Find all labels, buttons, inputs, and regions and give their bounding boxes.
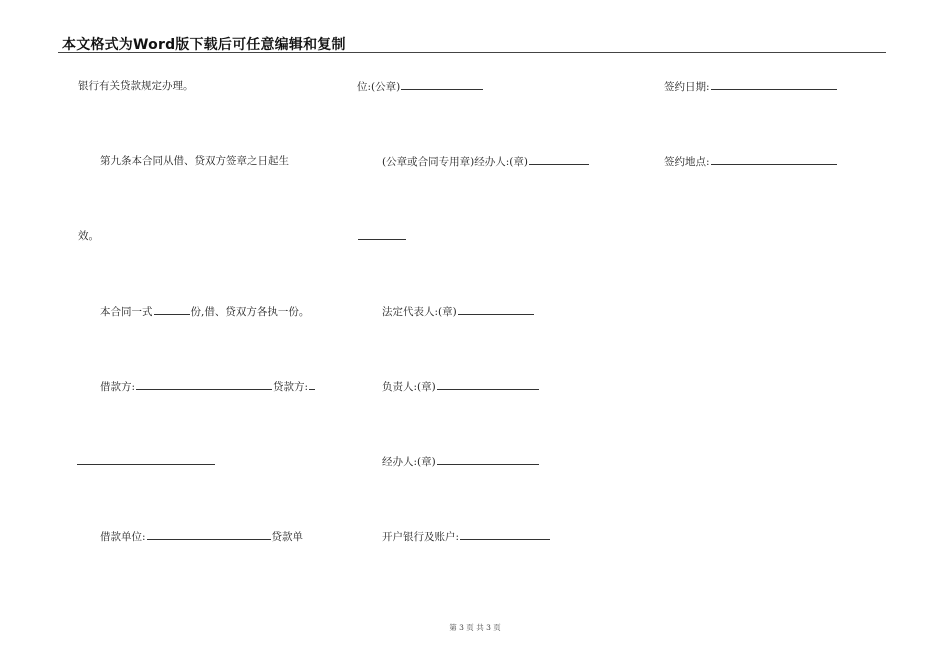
lender-blank-continued — [77, 454, 215, 465]
handler-blank — [437, 454, 539, 465]
right-line-2 — [664, 154, 838, 169]
borrower-blank — [136, 379, 272, 390]
signing-place-label: 签约地点: — [664, 156, 710, 168]
contract-seal-agent-label: (公章或合同专用章)经办人:(章) — [382, 156, 528, 168]
left-line-1-text: 银行有关贷款规定办理。 — [78, 80, 194, 92]
lender-unit-seal-blank — [401, 79, 483, 90]
left-line-5 — [100, 379, 316, 394]
responsible-person-blank — [437, 379, 539, 390]
legal-rep-blank — [458, 304, 534, 315]
middle-line-4 — [382, 304, 535, 319]
left-line-2-text: 第九条本合同从借、贷双方签章之日起生 — [100, 155, 289, 167]
copies-label-pre: 本合同一式 — [100, 306, 153, 318]
signing-date-label: 签约日期: — [664, 81, 710, 93]
left-line-7 — [100, 529, 303, 544]
lender-label: 贷款方: — [273, 381, 309, 393]
left-line-4 — [100, 304, 309, 319]
left-line-1 — [78, 79, 194, 93]
bank-account-label: 开户银行及账户: — [382, 531, 460, 543]
borrower-unit-blank — [147, 529, 271, 540]
left-line-3 — [78, 229, 99, 243]
copies-blank — [154, 304, 190, 315]
left-line-2 — [100, 154, 289, 168]
header-divider — [58, 52, 886, 53]
page-number: 第 3 页 共 3 页 — [449, 623, 501, 632]
left-line-3-text: 效。 — [78, 230, 99, 242]
signing-place-blank — [711, 154, 837, 165]
responsible-person-label: 负责人:(章) — [382, 381, 436, 393]
middle-line-2 — [382, 154, 590, 169]
middle-line-6 — [382, 454, 540, 469]
right-line-1 — [664, 79, 838, 94]
signing-date-blank — [711, 79, 837, 90]
middle-line-7 — [382, 529, 551, 544]
middle-line-1 — [357, 79, 484, 94]
document-header-title: 本文格式为Word版下载后可任意编辑和复制 — [62, 37, 346, 53]
agent-blank-continued — [358, 229, 406, 240]
lender-blank-start — [309, 379, 315, 390]
copies-label-post: 份,借、贷双方各执一份。 — [190, 306, 310, 318]
borrower-unit-label: 借款单位: — [100, 531, 146, 543]
bank-account-blank — [460, 529, 550, 540]
lender-unit-seal-label: 位:(公章) — [357, 81, 401, 93]
lender-unit-label: 贷款单 — [271, 531, 304, 543]
handler-label: 经办人:(章) — [382, 456, 436, 468]
legal-rep-label: 法定代表人:(章) — [382, 306, 457, 318]
middle-line-5 — [382, 379, 540, 394]
contract-seal-agent-blank — [529, 154, 589, 165]
borrower-label: 借款方: — [100, 381, 136, 393]
